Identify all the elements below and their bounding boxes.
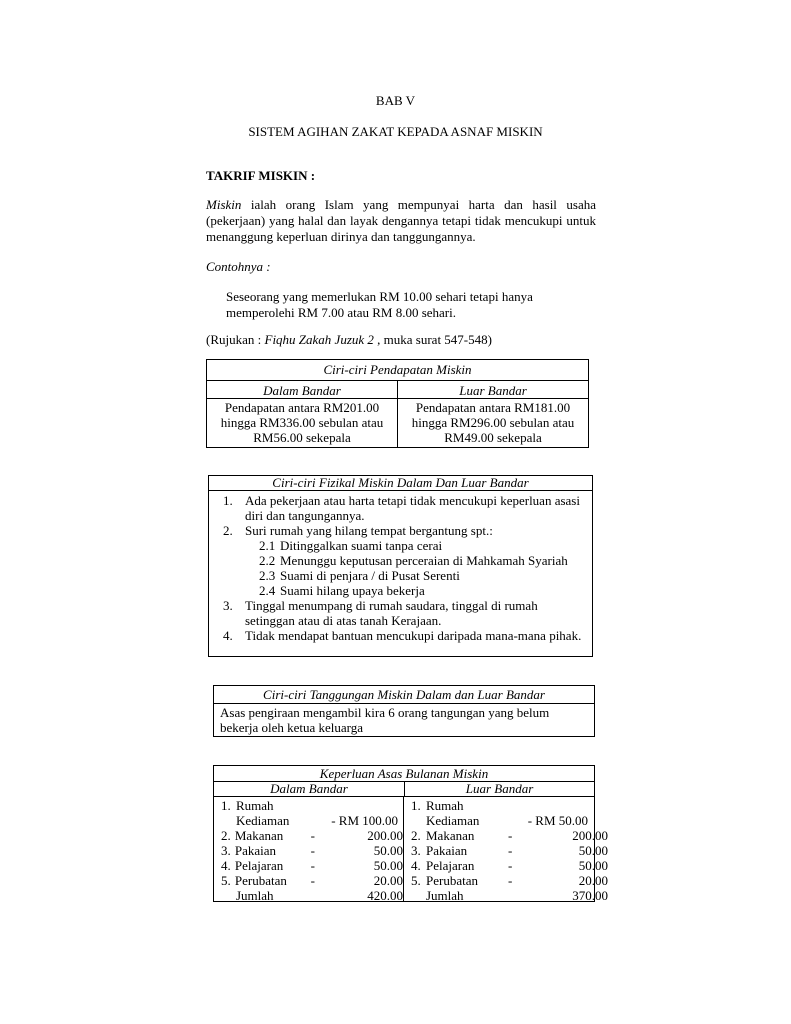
physical-table-title: Ciri-ciri Fizikal Miskin Dalam Dan Luar Bandar (209, 476, 592, 491)
needs-item-label: Makanan (426, 828, 475, 843)
needs-row (411, 813, 608, 828)
section-heading: TAKRIF MISKIN : (206, 168, 316, 183)
income-table (206, 359, 589, 448)
needs-col-rural: Luar Bandar (465, 781, 534, 796)
needs-item-number: 2. (221, 828, 231, 843)
needs-total-value: 370.00 (572, 888, 608, 903)
needs-item-number: 5. (411, 873, 421, 888)
sub-list-item (223, 538, 592, 553)
definition-text: ialah orang Islam yang mempunyai harta dan hasil usaha (pekerjaan) yang halal dan layak dengannya tetapi tidak mencukupi untuk menanggung keperluan dirinya dan tanggungannya. (206, 197, 596, 244)
needs-item-dash: - (310, 873, 315, 888)
needs-item-label: Makanan (234, 828, 284, 843)
sub-item-text: Menunggu keputusan perceraian di Mahkamah Syariah (280, 553, 568, 568)
needs-item-number: 2. (411, 828, 421, 843)
list-item-number: 1. (223, 493, 233, 508)
needs-row (221, 873, 403, 888)
needs-item-label: Pelajaran (426, 858, 475, 873)
income-urban-line: RM56.00 sekepala (253, 430, 351, 445)
list-item-text: setinggan atau di atas tanah Kerajaan. (245, 613, 442, 628)
needs-item-value: 50.00 (373, 843, 403, 858)
needs-item-dash: - (508, 843, 513, 858)
page-title: SISTEM AGIHAN ZAKAT KEPADA ASNAF MISKIN (248, 124, 543, 139)
needs-item-label: Pakaian (234, 843, 277, 858)
physical-list (209, 491, 592, 643)
list-item-text: diri dan tangungannya. (245, 508, 365, 523)
needs-row (221, 813, 403, 828)
needs-row (221, 858, 403, 873)
needs-item-label: Rumah (426, 798, 464, 813)
income-urban-line: Pendapatan antara RM201.00 (224, 400, 380, 415)
physical-table (208, 475, 593, 657)
sub-item-text: Ditinggalkan suami tanpa cerai (280, 538, 443, 553)
needs-item-label: Kediaman (426, 813, 480, 828)
sub-item-text: Suami hilang upaya bekerja (280, 583, 425, 598)
needs-total-row (411, 888, 608, 903)
needs-item-label: Perubatan (426, 873, 478, 888)
reference-suffix: , muka surat 547-548) (373, 332, 492, 347)
list-item (223, 598, 592, 628)
reference-prefix: (Rujukan : (206, 332, 265, 347)
dependents-text (214, 704, 594, 735)
needs-item-dash: - (508, 858, 513, 873)
needs-item-value: - RM 100.00 (331, 813, 398, 828)
needs-item-dash: - (508, 873, 513, 888)
needs-row (411, 858, 608, 873)
needs-row (411, 873, 608, 888)
needs-item-value: 20.00 (578, 873, 608, 888)
sub-list-item (223, 583, 592, 598)
needs-item-dash: - (310, 858, 315, 873)
example-block (226, 289, 533, 321)
sub-item-number: 2.1 (259, 538, 276, 553)
needs-item-value: 200.00 (367, 828, 403, 843)
needs-row (411, 798, 608, 813)
income-col-rural: Luar Bandar (398, 381, 589, 399)
income-rural-line: Pendapatan antara RM181.00 (415, 400, 571, 415)
income-table-title: Ciri-ciri Pendapatan Miskin (207, 360, 589, 381)
needs-row (221, 828, 403, 843)
needs-item-number: 3. (411, 843, 421, 858)
dependents-table-title: Ciri-ciri Tanggungan Miskin Dalam dan Luar Bandar (214, 686, 594, 704)
needs-item-value: - RM 50.00 (527, 813, 588, 828)
sub-list-item (223, 568, 592, 583)
needs-rural-column (404, 797, 608, 901)
example-label: Contohnya : (206, 259, 271, 274)
list-item (223, 493, 592, 523)
example-line: Seseorang yang memerlukan RM 10.00 sehari tetapi hanya (226, 289, 533, 304)
needs-total-row (221, 888, 403, 903)
needs-item-label: Kediaman (236, 813, 290, 828)
definition-paragraph (206, 197, 596, 245)
needs-urban-column (214, 797, 404, 901)
reference (206, 332, 492, 348)
needs-item-label: Perubatan (234, 873, 287, 888)
list-item (223, 628, 592, 643)
needs-item-number: 4. (411, 858, 421, 873)
needs-item-value: 50.00 (373, 858, 403, 873)
sub-item-number: 2.4 (259, 583, 276, 598)
needs-item-label: Rumah (236, 798, 274, 813)
needs-total-label: Jumlah (236, 888, 274, 903)
dependents-table (213, 685, 595, 737)
needs-item-label: Pakaian (426, 843, 468, 858)
sub-item-text: Suami di penjara / di Pusat Serenti (280, 568, 460, 583)
needs-total-label: Jumlah (426, 888, 464, 903)
needs-table (213, 765, 608, 903)
income-urban-line: hingga RM336.00 sebulan atau (220, 415, 384, 430)
needs-item-dash: - (310, 828, 315, 843)
list-item-text: Ada pekerjaan atau harta tetapi tidak mencukupi keperluan asasi (245, 493, 580, 508)
sub-item-number: 2.3 (259, 568, 276, 583)
income-col-urban: Dalam Bandar (207, 381, 398, 399)
list-item-text: Tinggal menumpang di rumah saudara, tinggal di rumah (245, 598, 538, 613)
list-item-text: Tidak mendapat bantuan mencukupi daripada mana-mana pihak. (245, 628, 582, 643)
needs-item-number: 5. (221, 873, 231, 888)
list-item-number: 4. (223, 628, 233, 643)
needs-item-value: 20.00 (373, 873, 403, 888)
needs-header-row (214, 782, 594, 797)
needs-col-urban: Dalam Bandar (214, 782, 405, 796)
dependents-line: bekerja oleh ketua keluarga (220, 720, 364, 735)
income-urban-cell (207, 399, 398, 448)
needs-item-dash: - (310, 843, 315, 858)
list-item-number: 3. (223, 598, 233, 613)
needs-row (411, 828, 608, 843)
example-line: memperolehi RM 7.00 atau RM 8.00 sehari. (226, 305, 456, 320)
sub-list-item (223, 553, 592, 568)
list-item-text: Suri rumah yang hilang tempat bergantung spt.: (245, 523, 493, 538)
needs-item-value: 200.00 (572, 828, 608, 843)
needs-item-number: 4. (221, 858, 231, 873)
dependents-line: Asas pengiraan mengambil kira 6 orang tangungan yang belum (220, 705, 550, 720)
list-item-number: 2. (223, 523, 233, 538)
needs-row (221, 798, 403, 813)
income-rural-line: hingga RM296.00 sebulan atau (411, 415, 575, 430)
needs-item-value: 50.00 (578, 858, 608, 873)
list-item (223, 523, 592, 538)
needs-item-label: Pelajaran (234, 858, 284, 873)
needs-total-value: 420.00 (367, 888, 403, 903)
income-rural-cell (398, 399, 589, 448)
needs-row (411, 843, 608, 858)
needs-item-value: 50.00 (578, 843, 608, 858)
reference-book: Fiqhu Zakah Juzuk 2 (264, 332, 374, 347)
needs-row (221, 843, 403, 858)
needs-item-number: 3. (221, 843, 231, 858)
definition-term: Miskin (206, 197, 242, 212)
sub-item-number: 2.2 (259, 553, 276, 568)
income-rural-line: RM49.00 sekepala (444, 430, 542, 445)
needs-item-number: 1. (221, 798, 231, 813)
needs-item-dash: - (508, 828, 513, 843)
chapter-label: BAB V (375, 93, 416, 108)
needs-table-title: Keperluan Asas Bulanan Miskin (214, 766, 594, 782)
needs-body (214, 797, 608, 903)
needs-item-number: 1. (411, 798, 421, 813)
